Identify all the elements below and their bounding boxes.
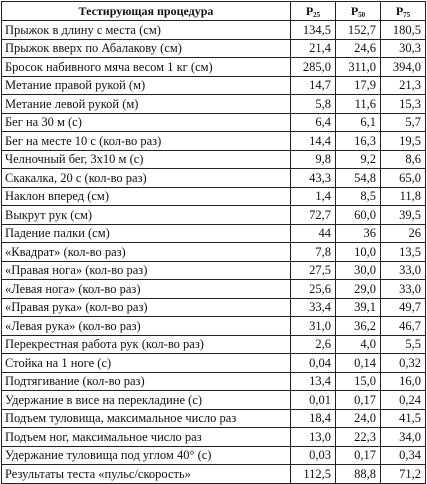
procedure-cell: Результаты теста «пульс/скорость» bbox=[2, 465, 291, 484]
table-row bbox=[2, 409, 426, 428]
p25-cell: 1,4 bbox=[291, 187, 336, 206]
p50-cell: 11,6 bbox=[336, 95, 381, 114]
table-row bbox=[2, 187, 426, 206]
p25-cell: 0,04 bbox=[291, 354, 336, 373]
p50-cell: 6,1 bbox=[336, 113, 381, 132]
p75-cell: 5,5 bbox=[381, 335, 426, 354]
p50-cell: 16,3 bbox=[336, 132, 381, 151]
p75-cell: 11,8 bbox=[381, 187, 426, 206]
p75-cell: 0,32 bbox=[381, 354, 426, 373]
p50-cell: 39,1 bbox=[336, 298, 381, 317]
p25-cell: 112,5 bbox=[291, 465, 336, 484]
procedure-cell: Прыжок в длину с места (см) bbox=[2, 21, 291, 40]
header-p25 bbox=[291, 2, 336, 21]
p25-cell: 44 bbox=[291, 224, 336, 243]
p75-cell: 49,7 bbox=[381, 298, 426, 317]
header-p25-letter: P bbox=[305, 4, 314, 18]
p25-cell: 43,3 bbox=[291, 169, 336, 188]
p25-cell: 21,4 bbox=[291, 39, 336, 58]
p25-cell: 14,7 bbox=[291, 76, 336, 95]
procedure-cell: Удержание туловища под углом 40° (с) bbox=[2, 446, 291, 465]
p25-cell: 13,0 bbox=[291, 428, 336, 447]
p25-cell: 0,03 bbox=[291, 446, 336, 465]
procedure-cell: «Левая рука» (кол-во раз) bbox=[2, 317, 291, 336]
p75-cell: 0,24 bbox=[381, 391, 426, 410]
p75-cell: 39,5 bbox=[381, 206, 426, 225]
table-row bbox=[2, 132, 426, 151]
procedure-cell: Бросок набивного мяча весом 1 кг (см) bbox=[2, 58, 291, 77]
p25-cell: 7,8 bbox=[291, 243, 336, 262]
header-procedure: Тестирующая процедура bbox=[2, 2, 291, 21]
procedure-cell: Метание левой рукой (м) bbox=[2, 95, 291, 114]
table-row bbox=[2, 317, 426, 336]
p25-cell: 14,4 bbox=[291, 132, 336, 151]
table-row bbox=[2, 206, 426, 225]
p50-cell: 8,5 bbox=[336, 187, 381, 206]
procedure-cell: Подъем ног, максимальное число раз bbox=[2, 428, 291, 447]
p25-cell: 6,4 bbox=[291, 113, 336, 132]
procedure-cell: Подтягивание (кол-во раз) bbox=[2, 372, 291, 391]
percentile-table-container bbox=[1, 1, 426, 484]
procedure-cell: «Правая рука» (кол-во раз) bbox=[2, 298, 291, 317]
p75-cell: 5,7 bbox=[381, 113, 426, 132]
table-row bbox=[2, 298, 426, 317]
p50-cell: 0,14 bbox=[336, 354, 381, 373]
table-row bbox=[2, 428, 426, 447]
p75-cell: 33,0 bbox=[381, 261, 426, 280]
procedure-cell: Наклон вперед (см) bbox=[2, 187, 291, 206]
p25-cell: 5,8 bbox=[291, 95, 336, 114]
p75-cell: 33,0 bbox=[381, 280, 426, 299]
procedure-cell: Стойка на 1 ноге (с) bbox=[2, 354, 291, 373]
p75-cell: 394,0 bbox=[381, 58, 426, 77]
procedure-cell: Удержание в висе на перекладине (с) bbox=[2, 391, 291, 410]
table-row bbox=[2, 243, 426, 262]
header-p50 bbox=[336, 2, 381, 21]
p25-cell: 9,8 bbox=[291, 150, 336, 169]
p25-cell: 134,5 bbox=[291, 21, 336, 40]
table-row bbox=[2, 76, 426, 95]
p50-cell: 60,0 bbox=[336, 206, 381, 225]
header-p75-sub: 75 bbox=[403, 11, 411, 19]
header-p25-sub: 25 bbox=[313, 11, 321, 19]
p50-cell: 10,0 bbox=[336, 243, 381, 262]
header-p75 bbox=[381, 2, 426, 21]
table-body bbox=[2, 21, 426, 484]
header-p75-letter: P bbox=[395, 4, 404, 18]
p75-cell: 16,0 bbox=[381, 372, 426, 391]
p50-cell: 54,8 bbox=[336, 169, 381, 188]
p75-cell: 0,34 bbox=[381, 446, 426, 465]
p25-cell: 33,4 bbox=[291, 298, 336, 317]
table-row bbox=[2, 280, 426, 299]
p25-cell: 72,7 bbox=[291, 206, 336, 225]
p50-cell: 24,0 bbox=[336, 409, 381, 428]
p50-cell: 152,7 bbox=[336, 21, 381, 40]
p25-cell: 18,4 bbox=[291, 409, 336, 428]
table-row bbox=[2, 58, 426, 77]
p75-cell: 30,3 bbox=[381, 39, 426, 58]
procedure-cell: Метание правой рукой (м) bbox=[2, 76, 291, 95]
p25-cell: 285,0 bbox=[291, 58, 336, 77]
p25-cell: 25,6 bbox=[291, 280, 336, 299]
p50-cell: 29,0 bbox=[336, 280, 381, 299]
procedure-cell: Перекрестная работа рук (кол-во раз) bbox=[2, 335, 291, 354]
p50-cell: 15,0 bbox=[336, 372, 381, 391]
table-row bbox=[2, 21, 426, 40]
p75-cell: 180,5 bbox=[381, 21, 426, 40]
p25-cell: 27,5 bbox=[291, 261, 336, 280]
p75-cell: 46,7 bbox=[381, 317, 426, 336]
p75-cell: 34,0 bbox=[381, 428, 426, 447]
p75-cell: 41,5 bbox=[381, 409, 426, 428]
p50-cell: 36 bbox=[336, 224, 381, 243]
p25-cell: 31,0 bbox=[291, 317, 336, 336]
procedure-cell: «Правая нога» (кол-во раз) bbox=[2, 261, 291, 280]
procedure-cell: «Квадрат» (кол-во раз) bbox=[2, 243, 291, 262]
table-row bbox=[2, 261, 426, 280]
table-row bbox=[2, 39, 426, 58]
p50-cell: 36,2 bbox=[336, 317, 381, 336]
table-row bbox=[2, 150, 426, 169]
p50-cell: 17,9 bbox=[336, 76, 381, 95]
procedure-cell: Выкрут рук (см) bbox=[2, 206, 291, 225]
p25-cell: 2,6 bbox=[291, 335, 336, 354]
table-row bbox=[2, 224, 426, 243]
procedure-cell: Подъем туловища, максимальное число раз bbox=[2, 409, 291, 428]
procedure-cell: Скакалка, 20 с (кол-во раз) bbox=[2, 169, 291, 188]
table-row bbox=[2, 95, 426, 114]
table-row bbox=[2, 391, 426, 410]
table-row bbox=[2, 113, 426, 132]
p50-cell: 0,17 bbox=[336, 446, 381, 465]
procedure-cell: Прыжок вверх по Абалакову (см) bbox=[2, 39, 291, 58]
p75-cell: 21,3 bbox=[381, 76, 426, 95]
p50-cell: 311,0 bbox=[336, 58, 381, 77]
p50-cell: 22,3 bbox=[336, 428, 381, 447]
p75-cell: 26 bbox=[381, 224, 426, 243]
p50-cell: 30,0 bbox=[336, 261, 381, 280]
table-row bbox=[2, 372, 426, 391]
p25-cell: 13,4 bbox=[291, 372, 336, 391]
p75-cell: 15,3 bbox=[381, 95, 426, 114]
p75-cell: 13,5 bbox=[381, 243, 426, 262]
header-row bbox=[2, 2, 426, 21]
percentile-table bbox=[1, 1, 426, 484]
procedure-cell: Бег на месте 10 с (кол-во раз) bbox=[2, 132, 291, 151]
table-row bbox=[2, 446, 426, 465]
table-row bbox=[2, 335, 426, 354]
procedure-cell: Челночный бег, 3х10 м (с) bbox=[2, 150, 291, 169]
p50-cell: 0,17 bbox=[336, 391, 381, 410]
p75-cell: 19,5 bbox=[381, 132, 426, 151]
p75-cell: 8,6 bbox=[381, 150, 426, 169]
table-row bbox=[2, 354, 426, 373]
table-row bbox=[2, 169, 426, 188]
p75-cell: 71,2 bbox=[381, 465, 426, 484]
procedure-cell: Падение палки (см) bbox=[2, 224, 291, 243]
header-p50-letter: P bbox=[350, 4, 359, 18]
p75-cell: 65,0 bbox=[381, 169, 426, 188]
procedure-cell: «Левая нога» (кол-во раз) bbox=[2, 280, 291, 299]
p50-cell: 4,0 bbox=[336, 335, 381, 354]
table-row bbox=[2, 465, 426, 484]
p50-cell: 9,2 bbox=[336, 150, 381, 169]
table-header bbox=[2, 2, 426, 21]
p50-cell: 24,6 bbox=[336, 39, 381, 58]
p50-cell: 88,8 bbox=[336, 465, 381, 484]
p25-cell: 0,01 bbox=[291, 391, 336, 410]
header-p50-sub: 50 bbox=[358, 11, 366, 19]
procedure-cell: Бег на 30 м (с) bbox=[2, 113, 291, 132]
